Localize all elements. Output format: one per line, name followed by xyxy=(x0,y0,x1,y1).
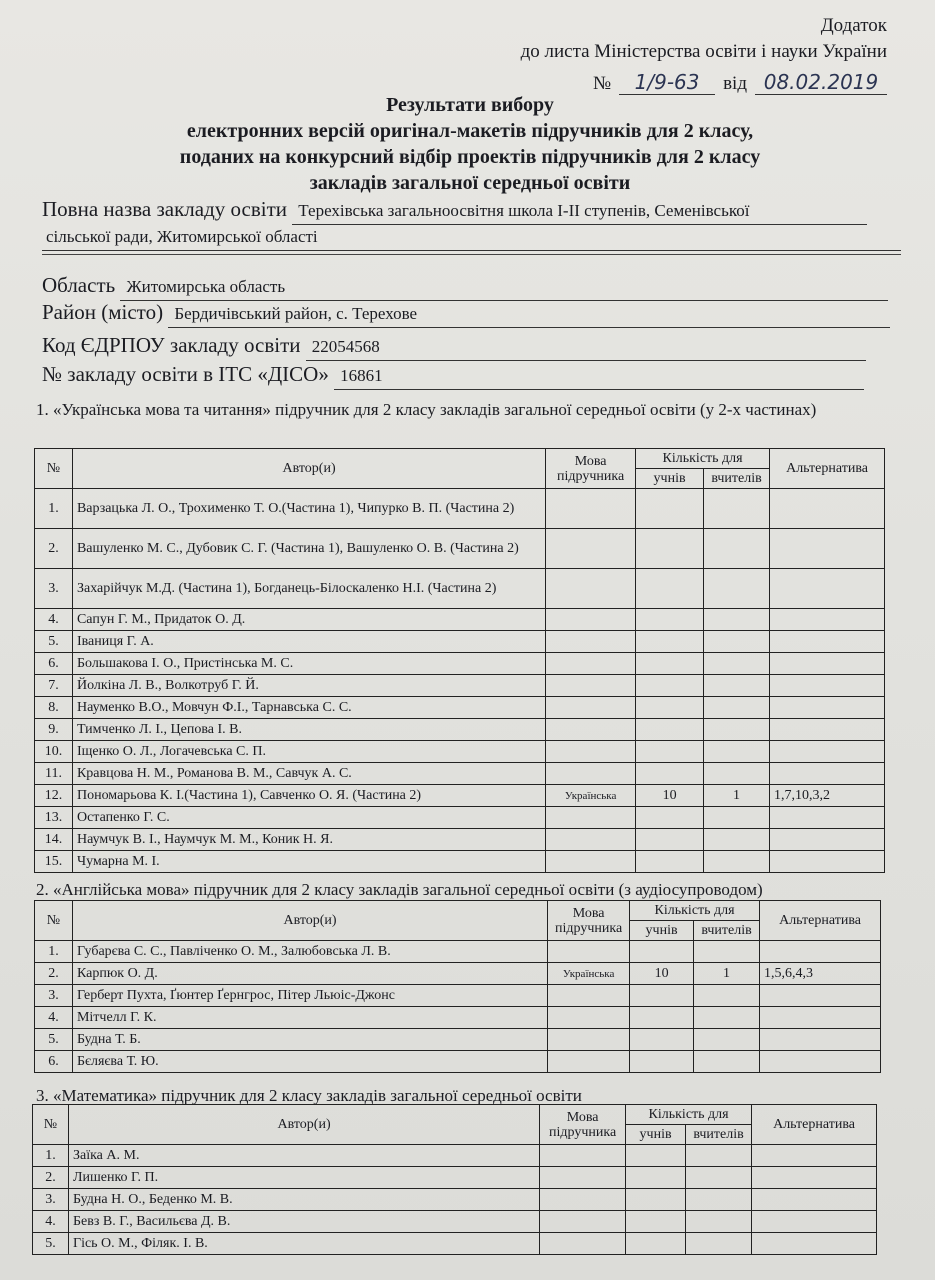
table-row xyxy=(35,1007,881,1029)
row-language xyxy=(546,529,636,569)
letter-number: 1/9-63 xyxy=(619,70,715,95)
row-authors: Тимченко Л. І., Цепова І. В. xyxy=(72,719,545,741)
annex-block xyxy=(521,14,887,96)
row-students-count xyxy=(626,1167,686,1189)
table-row xyxy=(35,763,885,785)
school-name-value-2: сільської ради, Житомирської області xyxy=(42,224,901,251)
title-line-2: електронних версій оригінал-макетів підручників для 2 класу, xyxy=(186,120,754,142)
row-teachers-count xyxy=(704,653,770,675)
school-name-field xyxy=(42,196,901,225)
row-number: 3. xyxy=(35,985,73,1007)
row-students-count xyxy=(626,1233,686,1255)
document-title xyxy=(100,92,840,196)
row-alternative xyxy=(770,653,885,675)
row-language xyxy=(546,675,636,697)
row-alternative xyxy=(752,1167,877,1189)
row-authors: Іщенко О. Л., Логачевська С. П. xyxy=(72,741,545,763)
edrpou-field xyxy=(42,332,901,361)
row-teachers-count xyxy=(686,1211,752,1233)
blank-line xyxy=(42,254,901,255)
table-row xyxy=(33,1145,877,1167)
row-teachers-count xyxy=(694,985,760,1007)
row-alternative xyxy=(760,941,881,963)
row-language xyxy=(546,807,636,829)
row-alternative xyxy=(770,697,885,719)
row-authors: Будна Н. О., Беденко М. В. xyxy=(68,1189,539,1211)
row-teachers-count xyxy=(694,941,760,963)
table-row xyxy=(35,653,885,675)
row-teachers-count xyxy=(704,741,770,763)
row-number: 9. xyxy=(35,719,73,741)
row-language xyxy=(540,1145,626,1167)
row-language: Українська xyxy=(546,785,636,807)
col-author-header: Автор(и) xyxy=(72,449,545,489)
row-alternative xyxy=(770,631,885,653)
row-teachers-count xyxy=(704,675,770,697)
date-label: від xyxy=(723,73,747,94)
row-language xyxy=(548,985,630,1007)
col-language-header: Мова підручника xyxy=(546,449,636,489)
col-alternative-header: Альтернатива xyxy=(752,1105,877,1145)
row-alternative xyxy=(770,529,885,569)
row-students-count xyxy=(636,653,704,675)
col-alternative-header: Альтернатива xyxy=(760,901,881,941)
col-quantity-header: Кількість для xyxy=(630,901,760,921)
row-authors: Бевз В. Г., Васильєва Д. В. xyxy=(68,1211,539,1233)
row-students-count xyxy=(630,1051,694,1073)
row-language xyxy=(546,719,636,741)
row-number: 1. xyxy=(35,489,73,529)
row-students-count xyxy=(636,609,704,631)
table-row xyxy=(35,719,885,741)
title-line-4: закладів загальної середньої освіти xyxy=(309,172,631,194)
col-quantity-header: Кількість для xyxy=(626,1105,752,1125)
row-teachers-count xyxy=(704,569,770,609)
row-authors: Лишенко Г. П. xyxy=(68,1167,539,1189)
row-language: Українська xyxy=(548,963,630,985)
row-alternative xyxy=(770,489,885,529)
itc-value: 16861 xyxy=(334,363,864,390)
school-name-field-cont xyxy=(42,222,901,251)
row-students-count xyxy=(630,985,694,1007)
row-language xyxy=(546,631,636,653)
row-language xyxy=(548,1051,630,1073)
district-value: Бердичівський район, с. Терехове xyxy=(168,301,890,328)
row-teachers-count xyxy=(704,609,770,631)
row-number: 13. xyxy=(35,807,73,829)
row-students-count xyxy=(636,569,704,609)
row-authors: Іваниця Г. А. xyxy=(72,631,545,653)
table-body xyxy=(33,1145,877,1255)
row-number: 2. xyxy=(33,1167,69,1189)
row-alternative xyxy=(770,719,885,741)
row-authors: Заїка А. М. xyxy=(68,1145,539,1167)
table-row xyxy=(35,697,885,719)
row-number: 14. xyxy=(35,829,73,851)
row-number: 8. xyxy=(35,697,73,719)
table-row xyxy=(33,1211,877,1233)
row-number: 3. xyxy=(33,1189,69,1211)
row-number: 12. xyxy=(35,785,73,807)
row-number: 2. xyxy=(35,963,73,985)
col-author-header: Автор(и) xyxy=(72,901,547,941)
row-teachers-count xyxy=(704,697,770,719)
row-teachers-count xyxy=(694,1029,760,1051)
row-authors: Остапенко Г. С. xyxy=(72,807,545,829)
table-row xyxy=(35,807,885,829)
row-number: 15. xyxy=(35,851,73,873)
row-authors: Наумчук В. І., Наумчук М. М., Коник Н. Я. xyxy=(72,829,545,851)
row-students-count: 10 xyxy=(630,963,694,985)
row-students-count xyxy=(636,741,704,763)
col-number-header: № xyxy=(33,1105,69,1145)
row-alternative xyxy=(752,1211,877,1233)
row-alternative xyxy=(770,741,885,763)
row-students-count xyxy=(630,941,694,963)
col-students-header: учнів xyxy=(630,921,694,941)
region-value: Житомирська область xyxy=(120,274,888,301)
col-number-header: № xyxy=(35,449,73,489)
row-teachers-count xyxy=(704,631,770,653)
row-authors: Кравцова Н. М., Романова В. М., Савчук А. С. xyxy=(72,763,545,785)
region-label: Область xyxy=(42,273,116,297)
table-mathematics xyxy=(32,1104,877,1255)
row-authors: Бєляєва Т. Ю. xyxy=(72,1051,547,1073)
row-number: 3. xyxy=(35,569,73,609)
row-students-count xyxy=(626,1211,686,1233)
district-field xyxy=(42,299,901,328)
row-teachers-count xyxy=(694,1007,760,1029)
row-authors: Гісь О. М., Філяк. І. В. xyxy=(68,1233,539,1255)
row-students-count xyxy=(636,719,704,741)
row-authors: Науменко В.О., Мовчун Ф.І., Тарнавська С. С. xyxy=(72,697,545,719)
row-authors: Герберт Пухта, Ґюнтер Ґернгрос, Пітер Льюіс-Джонс xyxy=(72,985,547,1007)
row-authors: Йолкіна Л. В., Волкотруб Г. Й. xyxy=(72,675,545,697)
row-teachers-count xyxy=(704,829,770,851)
row-number: 4. xyxy=(35,609,73,631)
row-alternative xyxy=(770,763,885,785)
table-row xyxy=(33,1167,877,1189)
row-number: 5. xyxy=(33,1233,69,1255)
row-authors: Пономарьова К. І.(Частина 1), Савченко О. Я. (Частина 2) xyxy=(72,785,545,807)
row-alternative xyxy=(770,851,885,873)
row-number: 6. xyxy=(35,1051,73,1073)
row-alternative xyxy=(770,807,885,829)
row-language xyxy=(546,489,636,529)
row-authors: Вашуленко М. С., Дубовик С. Г. (Частина 1), Вашуленко О. В. (Частина 2) xyxy=(72,529,545,569)
row-number: 4. xyxy=(33,1211,69,1233)
region-field xyxy=(42,272,901,301)
row-authors: Карпюк О. Д. xyxy=(72,963,547,985)
row-students-count: 10 xyxy=(636,785,704,807)
table-body xyxy=(35,489,885,873)
row-language xyxy=(546,851,636,873)
row-number: 2. xyxy=(35,529,73,569)
table-row xyxy=(35,675,885,697)
row-authors: Захарійчук М.Д. (Частина 1), Богданець-Білоскаленко Н.І. (Частина 2) xyxy=(72,569,545,609)
table-row xyxy=(35,741,885,763)
row-alternative: 1,7,10,3,2 xyxy=(770,785,885,807)
school-name-label: Повна назва закладу освіти xyxy=(42,197,288,221)
annex-reference: до листа Міністерства освіти і науки України xyxy=(520,41,887,62)
row-number: 6. xyxy=(35,653,73,675)
row-students-count xyxy=(636,529,704,569)
title-line-3: поданих на конкурсний відбір проектів підручників для 2 класу xyxy=(179,146,761,168)
col-students-header: учнів xyxy=(626,1125,686,1145)
row-number: 10. xyxy=(35,741,73,763)
row-language xyxy=(546,569,636,609)
row-students-count xyxy=(636,697,704,719)
row-language xyxy=(546,829,636,851)
row-students-count xyxy=(636,631,704,653)
row-language xyxy=(548,1029,630,1051)
row-number: 4. xyxy=(35,1007,73,1029)
row-teachers-count xyxy=(704,851,770,873)
row-language xyxy=(546,609,636,631)
row-teachers-count xyxy=(704,763,770,785)
row-authors: Большакова І. О., Пристінська М. С. xyxy=(72,653,545,675)
row-language xyxy=(548,941,630,963)
row-number: 11. xyxy=(35,763,73,785)
row-students-count xyxy=(626,1145,686,1167)
row-authors: Губарєва С. С., Павліченко О. М., Залюбовська Л. В. xyxy=(72,941,547,963)
table-row xyxy=(35,489,885,529)
row-number: 5. xyxy=(35,1029,73,1051)
row-students-count xyxy=(636,489,704,529)
table-row xyxy=(35,569,885,609)
section-3-title: 3. «Математика» підручник для 2 класу закладів загальної середньої освіти xyxy=(36,1086,582,1105)
row-teachers-count xyxy=(704,807,770,829)
row-teachers-count xyxy=(704,719,770,741)
row-alternative xyxy=(770,569,885,609)
row-teachers-count: 1 xyxy=(704,785,770,807)
row-alternative xyxy=(770,675,885,697)
row-number: 1. xyxy=(33,1145,69,1167)
row-language xyxy=(540,1189,626,1211)
row-language xyxy=(540,1233,626,1255)
table-body xyxy=(35,941,881,1073)
itc-label: № закладу освіти в ІТС «ДІСО» xyxy=(42,362,329,386)
row-alternative xyxy=(752,1189,877,1211)
table-ukrainian xyxy=(34,448,885,873)
row-authors: Мітчелл Г. К. xyxy=(72,1007,547,1029)
table-row xyxy=(35,1029,881,1051)
col-quantity-header: Кількість для xyxy=(636,449,770,469)
row-teachers-count xyxy=(704,489,770,529)
row-language xyxy=(546,697,636,719)
row-students-count xyxy=(630,1007,694,1029)
row-language xyxy=(546,653,636,675)
section-1-title: 1. «Українська мова та читання» підручник для 2 класу закладів загальної середньої освіти (у 2-х частинах) xyxy=(36,400,817,419)
col-teachers-header: вчителів xyxy=(694,921,760,941)
table-row xyxy=(35,1051,881,1073)
section-2-title: 2. «Англійська мова» підручник для 2 класу закладів загальної середньої освіти (з аудіосупроводом) xyxy=(36,880,763,899)
table-row xyxy=(35,851,885,873)
row-alternative xyxy=(770,609,885,631)
col-students-header: учнів xyxy=(636,469,704,489)
row-alternative xyxy=(770,829,885,851)
col-alternative-header: Альтернатива xyxy=(770,449,885,489)
row-authors: Будна Т. Б. xyxy=(72,1029,547,1051)
row-language xyxy=(548,1007,630,1029)
table-english xyxy=(34,900,881,1073)
itc-field xyxy=(42,361,901,390)
row-alternative xyxy=(760,985,881,1007)
school-name-value: Терехівська загальноосвітня школа I-II ступенів, Семенівської xyxy=(292,198,867,225)
row-authors: Варзацька Л. О., Трохименко Т. О.(Частина 1), Чипурко В. П. (Частина 2) xyxy=(72,489,545,529)
table-row xyxy=(35,941,881,963)
row-students-count xyxy=(636,807,704,829)
col-teachers-header: вчителів xyxy=(704,469,770,489)
table-row xyxy=(35,829,885,851)
col-author-header: Автор(и) xyxy=(68,1105,539,1145)
table-row xyxy=(33,1233,877,1255)
row-teachers-count xyxy=(686,1233,752,1255)
letter-date: 08.02.2019 xyxy=(755,70,887,95)
row-students-count xyxy=(636,851,704,873)
row-number: 1. xyxy=(35,941,73,963)
row-teachers-count: 1 xyxy=(694,963,760,985)
col-teachers-header: вчителів xyxy=(686,1125,752,1145)
row-alternative xyxy=(752,1145,877,1167)
row-authors: Чумарна М. І. xyxy=(72,851,545,873)
row-alternative xyxy=(752,1233,877,1255)
row-alternative xyxy=(760,1007,881,1029)
table-row xyxy=(35,631,885,653)
edrpou-value: 22054568 xyxy=(306,334,866,361)
row-alternative: 1,5,6,4,3 xyxy=(760,963,881,985)
district-label: Район (місто) xyxy=(42,300,164,324)
col-language-header: Мова підручника xyxy=(540,1105,626,1145)
row-students-count xyxy=(626,1189,686,1211)
title-line-1: Результати вибору xyxy=(386,94,554,116)
annex-title: Додаток xyxy=(820,15,887,36)
row-students-count xyxy=(636,675,704,697)
row-number: 5. xyxy=(35,631,73,653)
table-row xyxy=(35,963,881,985)
row-teachers-count xyxy=(686,1167,752,1189)
col-number-header: № xyxy=(35,901,73,941)
table-row xyxy=(35,985,881,1007)
edrpou-label: Код ЄДРПОУ закладу освіти xyxy=(42,333,301,357)
row-language xyxy=(540,1211,626,1233)
row-teachers-count xyxy=(694,1051,760,1073)
row-teachers-count xyxy=(704,529,770,569)
table-row xyxy=(35,785,885,807)
row-language xyxy=(546,741,636,763)
number-label: № xyxy=(592,73,612,94)
row-alternative xyxy=(760,1029,881,1051)
row-students-count xyxy=(630,1029,694,1051)
table-row xyxy=(35,609,885,631)
row-language xyxy=(540,1167,626,1189)
row-teachers-count xyxy=(686,1189,752,1211)
table-row xyxy=(35,529,885,569)
row-students-count xyxy=(636,829,704,851)
row-number: 7. xyxy=(35,675,73,697)
row-alternative xyxy=(760,1051,881,1073)
row-students-count xyxy=(636,763,704,785)
row-authors: Сапун Г. М., Придаток О. Д. xyxy=(72,609,545,631)
col-language-header: Мова підручника xyxy=(548,901,630,941)
table-row xyxy=(33,1189,877,1211)
row-teachers-count xyxy=(686,1145,752,1167)
row-language xyxy=(546,763,636,785)
